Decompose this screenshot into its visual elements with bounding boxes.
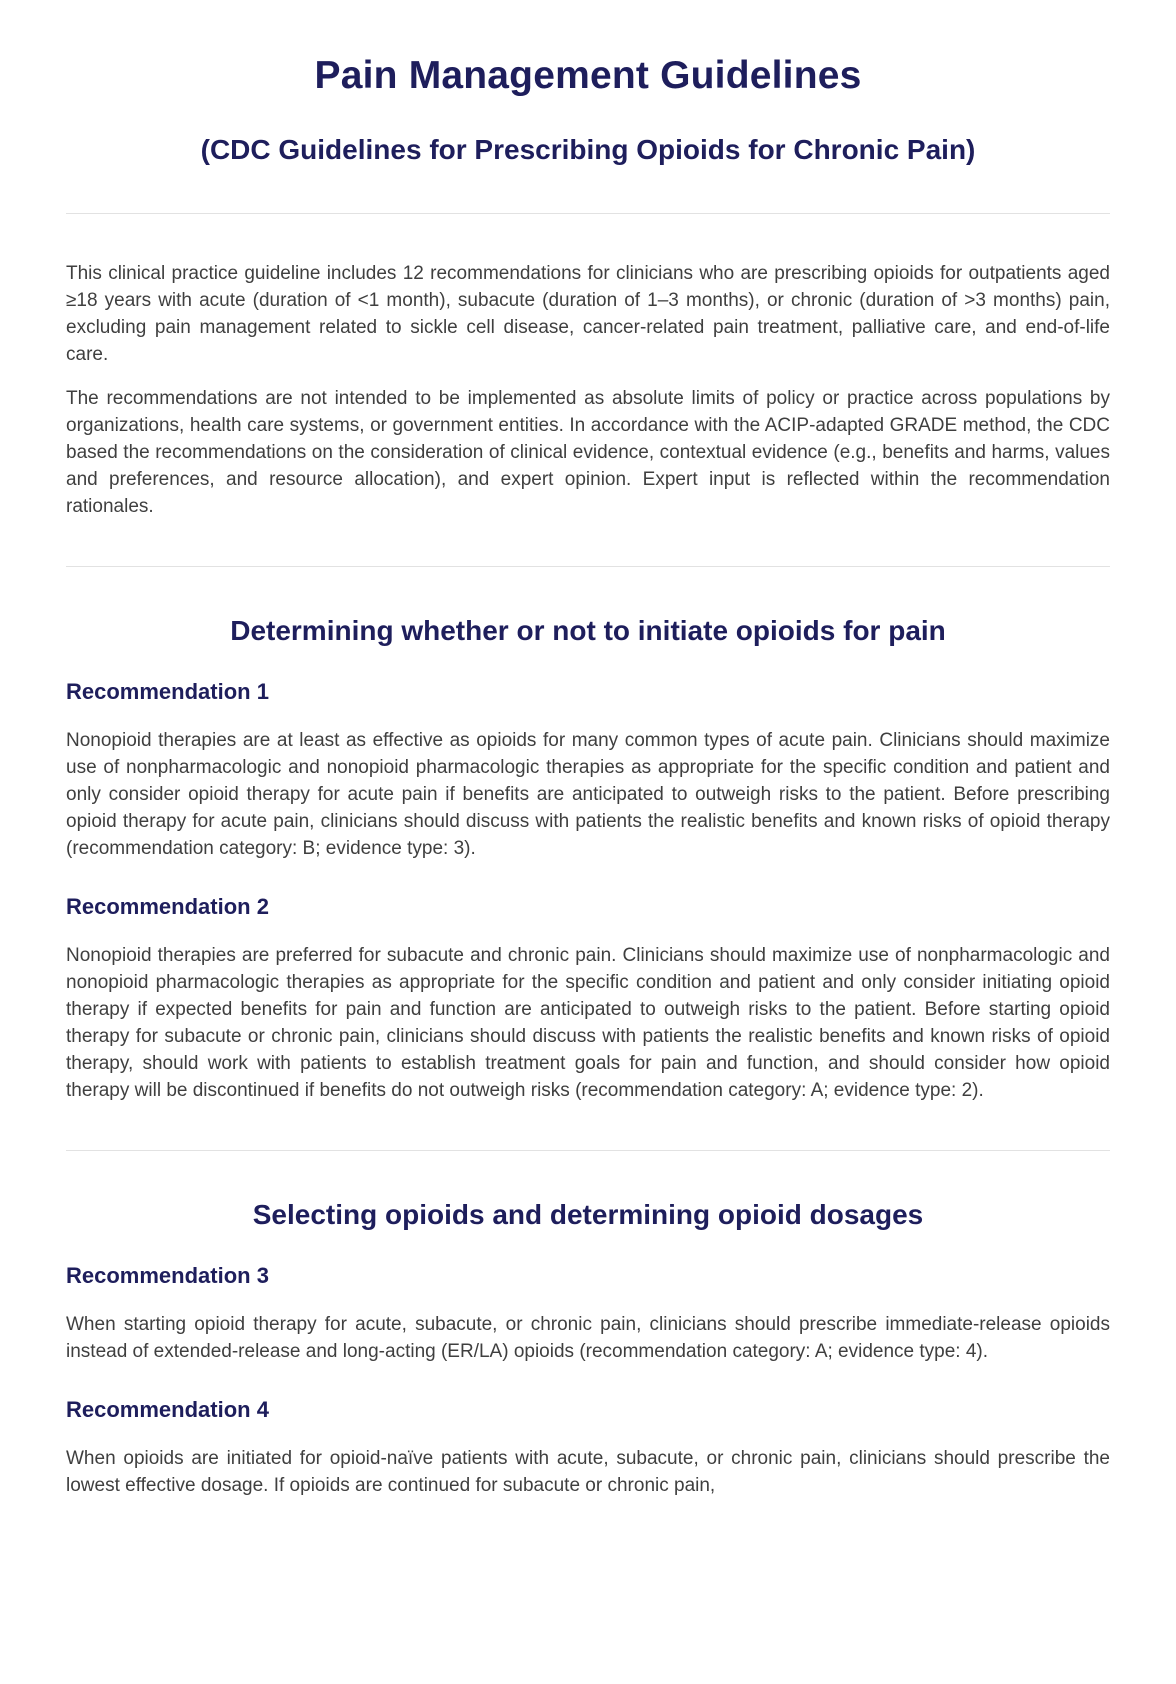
recommendation-3-body: When starting opioid therapy for acute, subacute, or chronic pain, clinicians should prescribe immediate-release opioids instead of extended-release and long-acting (ER/LA) opioids (recommendation category: A; evidence type: 4). bbox=[66, 1314, 1110, 1362]
recommendation-2-title: Recommendation 2 bbox=[66, 894, 269, 919]
intro-paragraph-2: The recommendations are not intended to be implemented as absolute limits of policy or practice across populations by organizations, health care systems, or government entities. In accordance with the ACIP-adapted GRADE method, the CDC based the recommendations on the consideration of clinical evidence, contextual evidence (e.g., benefits and harms, values and preferences, and resource allocation), and expert opinion. Expert input is reflected within the recommendation rationales. bbox=[66, 388, 1110, 517]
document-title: Pain Management Guidelines bbox=[314, 54, 862, 97]
recommendation-4-title: Recommendation 4 bbox=[66, 1397, 269, 1422]
intro-section bbox=[66, 260, 1110, 520]
section-divider bbox=[66, 1150, 1110, 1151]
recommendation-2-body: Nonopioid therapies are preferred for subacute and chronic pain. Clinicians should maximize use of nonpharmacologic and nonopioid pharmacologic therapies as appropriate for the specific condition and patient and only consider initiating opioid therapy if expected benefits for pain and function are anticipated to outweigh risks to the patient. Before starting opioid therapy for subacute or chronic pain, clinicians should discuss with patients the realistic benefits and known risks of opioid therapy, should work with patients to establish treatment goals for pain and function, and should consider how opioid therapy will be discontinued if benefits do not outweigh risks (recommendation category: A; evidence type: 2). bbox=[66, 945, 1110, 1101]
recommendation-3-title: Recommendation 3 bbox=[66, 1263, 269, 1288]
section-heading: Selecting opioids and determining opioid dosages bbox=[252, 1199, 924, 1230]
recommendation-1-title: Recommendation 1 bbox=[66, 679, 269, 704]
document-subtitle: (CDC Guidelines for Prescribing Opioids for Chronic Pain) bbox=[200, 134, 976, 165]
section-selecting-opioids bbox=[66, 1199, 1110, 1499]
recommendation-1-body: Nonopioid therapies are at least as effective as opioids for many common types of acute pain. Clinicians should maximize use of nonpharmacologic and nonopioid pharmacologic therapies as appropriate for the specific condition and patient and only consider opioid therapy for acute pain if benefits are anticipated to outweigh risks to the patient. Before prescribing opioid therapy for acute pain, clinicians should discuss with patients the realistic benefits and known risks of opioid therapy (recommendation category: B; evidence type: 3). bbox=[66, 730, 1110, 859]
intro-paragraph-1: This clinical practice guideline includes 12 recommendations for clinicians who are prescribing opioids for outpatients aged ≥18 years with acute (duration of <1 month), subacute (duration of 1–3 months), or chronic (duration of >3 months) pain, excluding pain management related to sickle cell disease, cancer-related pain treatment, palliative care, and end-of-life care. bbox=[66, 263, 1110, 365]
section-initiating-opioids bbox=[66, 615, 1110, 1104]
section-divider bbox=[66, 566, 1110, 567]
document-page bbox=[0, 54, 1176, 1684]
recommendation-4-body: When opioids are initiated for opioid-naïve patients with acute, subacute, or chronic pain, clinicians should prescribe the lowest effective dosage. If opioids are continued for subacute or chronic pain, bbox=[66, 1448, 1110, 1496]
section-divider bbox=[66, 213, 1110, 214]
section-heading: Determining whether or not to initiate opioids for pain bbox=[230, 615, 946, 646]
